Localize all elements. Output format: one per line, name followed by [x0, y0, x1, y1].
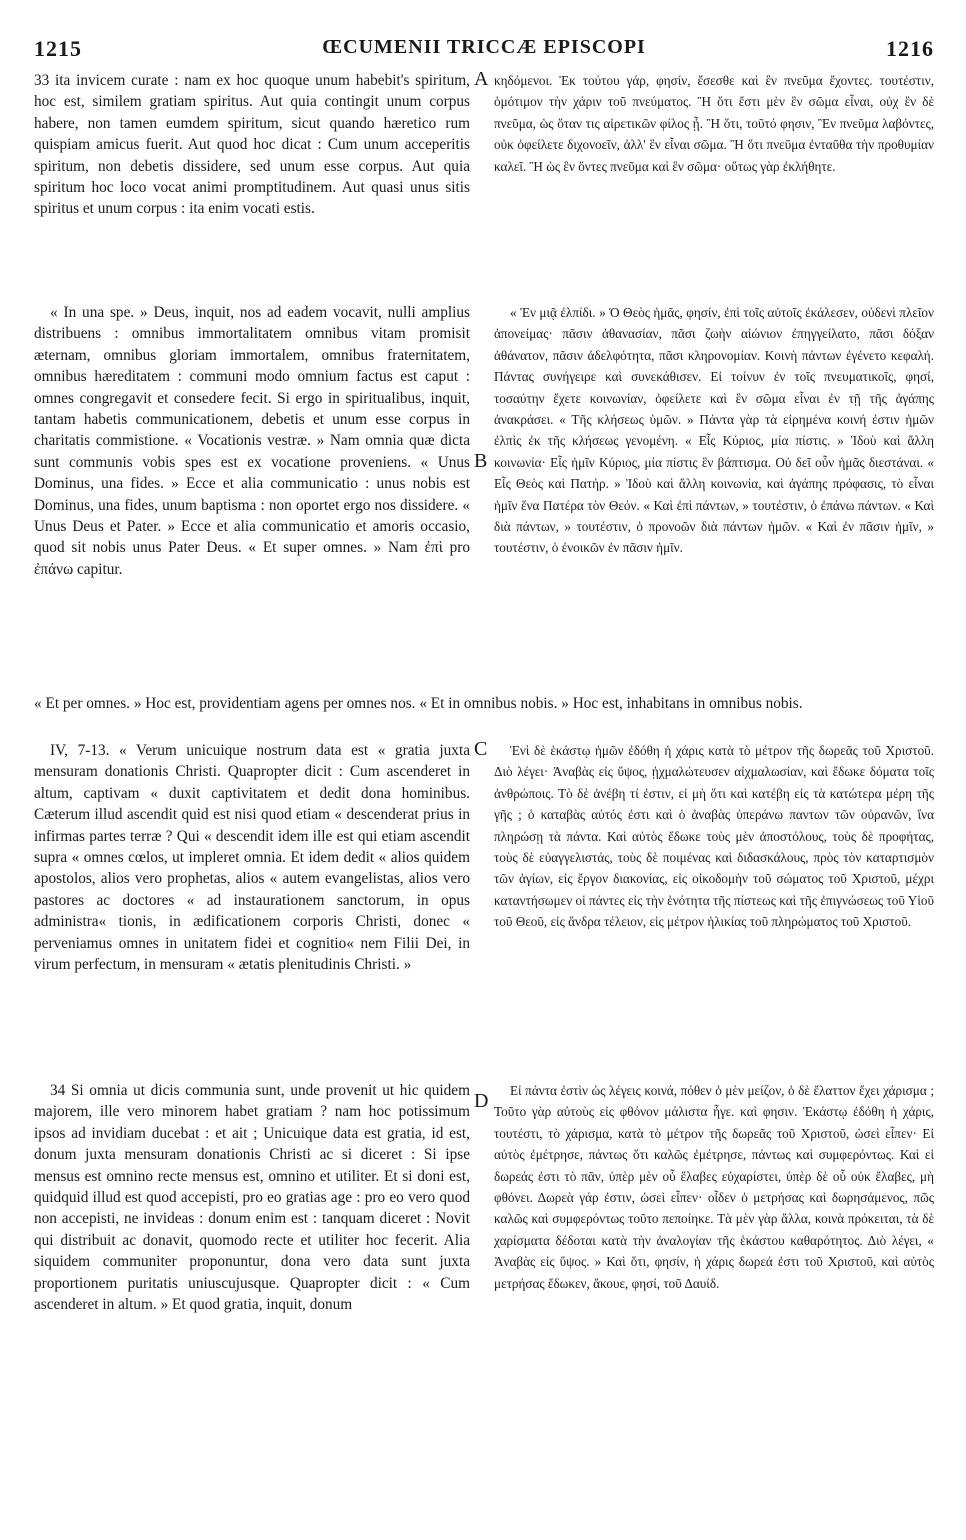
margin-marker-a: A: [474, 68, 489, 90]
greek-paragraph: κηδόμενοι. Ἐκ τούτου γάρ, φησίν, ἔσεσθε καὶ ἓν πνεῦμα ἔχοντες. τουτέστιν, ὁμότιμον τὴν χάριν τοῦ πνεύματος. Ἢ ὅτι ἔστι μὲν ἓν σῶμα εἶναι, οὐχ ἓν δὲ πνεῦμα, ὡς ὅταν τις αἱρετικῶν φίλος ᾖ. Ἢ ὅτι, τοῦτό φησιν, Ἓν πνεῦμα λαβόντες, οὐκ ὀφείλετε διχονοεῖν, ἀλλ' ἓν εἶναι σῶμα. Ἢ ὅτι πνεῦμα ἐνταῦθα τὴν προθυμίαν καλεῖ. Ἢ ὡς ἓν ὄντες πνεῦμα καὶ ἓν σῶμα· οὕτως γὰρ ἐκλήθητε.: [494, 73, 934, 174]
page-number-right: 1216: [886, 36, 934, 61]
latin-paragraph: 34 Si omnia ut dicis communia sunt, unde provenit ut hic quidem majorem, ille vero minorem habet gratiam ? nam hoc potissimum ipsos ad invidiam ducebat : et ait ; Unicuique data est gratia, id est, donum juxta mensuram donationis Christi ac si diceret : Si ipse mensus est omnino recte mensus est, omnino et utiliter. Et si doni est, quidquid illud est quod accepisti, pro eo gratias age : pro eo vero quod non accepisti, ne invideas : donum enim est : tanquam diceret : Novit qui distribuit ac donavit, quomodo recte et utiliter hoc fecerit. Alia siquidem communiter proponuntur, dona vero data sunt juxta proportionem puritatis uniuscujusque. Quapropter dicit : « Cum ascenderet in altum. » Et quod gratia, inquit, donum: [34, 1082, 470, 1314]
page-number-left: 1215: [34, 36, 82, 61]
greek-section-a: [494, 70, 934, 177]
margin-marker-d: D: [474, 1090, 489, 1112]
greek-section-b: [494, 302, 934, 559]
page-header: [34, 36, 934, 64]
latin-paragraph: « In una spe. » Deus, inquit, nos ad eadem vocavit, nulli amplius distribuens : omnibus immortalitatem omnibus vitam promisit æternam, omnibus gloriam immortalem, omnibus fraternitatem, omnibus hæreditatem : communi modo omnium factus est caput : omnes congregavit et consedere fecit. Si ergo in spiritualibus, inquit, tantam habetis communicationem, debetis et unum esse corpus in charitatis commistione. « Vocationis vestræ. » Nam omnia quæ dicta sunt communis vobis spes est ex vocatione proveniens. « Unus Dominus, una fides. » Ecce et alia communicatio : unus nobis est Dominus, una fides, unum baptisma : non oportet ergo nos dissidere. « Unus Deus et Pater. » Ecce et alia communicatio et amoris occasio, quod sit nobis unus Pater Deus. « Et super omnes. » Nam ἐπὶ pro ἐπάνω capitur.: [34, 304, 470, 578]
margin-marker-c: C: [474, 738, 488, 760]
latin-paragraph: IV, 7-13. « Verum unicuique nostrum data est « gratia juxta mensuram donationis Christi. Quapropter dicit : Cum ascenderet in altum, captivam « duxit captivitatem et dedit dona hominibus. Cæterum illud ascendit quid est nisi quod etiam « descenderat prius in infirmas partes terræ ? Qui « descendit idem ille est qui etiam ascendit supra « omnes cœlos, ut impleret omnia. Et idem dedit « alios quidem apostolos, alios vero prophetas, alios « autem evangelistas, alios vero pastores ac doctores « ad instaurationem sanctorum, in opus administra« tionis, in ædificationem corporis Christi, donec « perveniamus omnes in unitatem fidei et cognitio« nem Filii Dei, in virum perfectum, in mensuram « ætatis plenitudinis Christi. »: [34, 742, 470, 974]
greek-paragraph: Εἰ πάντα ἐστὶν ὡς λέγεις κοινά, πόθεν ὁ μὲν μείζον, ὁ δὲ ἔλαττον ἔχει χάρισμα ; Τοῦτο γὰρ αὐτοὺς εἰς φθόνον μάλιστα ἦγε. καὶ φησιν. Ἑκάστῳ ἐδόθη ἡ χάρις, τουτέστι, τὸ χάρισμα, κατὰ τὸ μέτρον τῆς δωρεᾶς τοῦ Χριστοῦ, ὡσεὶ εἶπεν· Εἰ αὐτὸς ἐμέτρησε, πάντως ὅτι καλῶς ἐμέτρησε, πάντως καὶ συμφερόντως. Καὶ εἰ δωρεάς ἐστι τὸ πᾶν, ὑπὲρ μὲν οὗ ἔλαβες εὐχαρίστει, ὑπὲρ δὲ οὗ οὐκ ἔλαβες, μὴ φθόνει. Δωρεὰ γάρ ἐστιν, ὡσεὶ εἶπεν· οἶδεν ὁ μετρήσας καὶ δωρησάμενος, πῶς καλῶς καὶ συμφερόντως τοῦτο πεποίηκε. Τὰ μὲν γὰρ ἄλλα, κοινὰ πρόκειται, τὰ δὲ χαρίσματα δέδοται κατὰ τὴν ἀναλογίαν τῆς ἑκάστου καθαρότητος. Διὸ λέγει, « Ἀναβὰς εἰς ὕψος. » Καὶ ὅτι, φησίν, ἡ χάρις δωρεά ἐστι τοῦ Χριστοῦ, καὶ αὐτὸς μετρήσας ἔδωκεν, ἄκουε, φησί, τοῦ Δαυίδ.: [494, 1083, 934, 1291]
latin-paragraph: 33 ita invicem curate : nam ex hoc quoque unum habebit's spiritum, hoc est, similem gratiam spiritus. Aut quia contingit unum corpus habere, non tamen eumdem spiritum, sicut quando hæretico rum quispiam amicus fuerit. Aut quod hoc dicat : Cum unum acceperitis spiritum, non debetis dissidere, sed unum esse corpus. Aut quia spiritum hoc loco vocat animi promptitudinem. Aut quasi unus sitis spiritus et unum corpus : ita enim vocati estis.: [34, 72, 470, 218]
greek-section-d: [494, 1080, 934, 1294]
greek-section-c: [494, 740, 934, 933]
latin-section-a: [34, 70, 470, 220]
full-width-paragraph: « Et per omnes. » Hoc est, providentiam agens per omnes nos. « Et in omnibus nobis. » Hoc est, inhabitans in omnibus nobis.: [34, 695, 803, 712]
greek-paragraph: « Ἐν μιᾷ ἐλπίδι. » Ὁ Θεὸς ἡμᾶς, φησίν, ἐπὶ τοῖς αὐτοῖς ἐκάλεσεν, οὐδενὶ πλεῖον ἀπονείμας· πᾶσιν ἀθανασίαν, πᾶσι ζωὴν αἰώνιον ἐπηγγείλατο, πᾶσι δόξαν ἀθάνατον, πᾶσιν ἀδελφότητα, πᾶσι κληρονομίαν. Κοινὴ πάντων ἐγένετο κεφαλή. Πάντας συνήγειρε καὶ συνεκάθισεν. Εἰ τοίνυν ἐν τοῖς πνευματικοῖς, φησί, τοσαύτην ἔχετε κοινωνίαν, ὀφείλετε καὶ ἓν σῶμα εἶναι ἐν τῇ τῆς ἀγάπης ἀνακράσει. « Τῆς κλήσεως ὑμῶν. » Πάντα γὰρ τὰ εἰρημένα κοινή ἐστιν ἡμῶν ἐλπὶς ἐκ τῆς κλήσεως γενομένη. « Εἷς Κύριος, μία πίστις. » Ἰδοὺ καὶ ἄλλη κοινωνία· Εἷς ἡμῖν Κύριος, μία πίστις ἓν βάπτισμα. Οὐ δεῖ οὖν ἡμᾶς διεστάναι. « Εἷς Θεὸς καὶ Πατήρ. » Ἰδοὺ καὶ ἄλλη κοινωνία, καὶ ἀγάπης πρόφασις, τὸ εἶναι ἡμῖν ἕνα Πατέρα τὸν Θεόν. « Καὶ ἐπὶ πάντων, » τουτέστιν, ὁ ἐπάνω πάντων. « Καὶ διὰ πάντων, » τουτέστιν, ὁ προνοῶν διὰ πάντων ἡμῶν. « Καὶ ἐν πᾶσιν ἡμῖν, » τουτέστιν, ὁ ἐνοικῶν ἐν πᾶσιν ἡμῖν.: [494, 305, 934, 556]
greek-paragraph: Ἑνὶ δὲ ἑκάστῳ ἡμῶν ἐδόθη ἡ χάρις κατὰ τὸ μέτρον τῆς δωρεᾶς τοῦ Χριστοῦ. Διὸ λέγει· Ἀναβὰς εἰς ὕψος, ᾐχμαλώτευσεν αἰχμαλωσίαν, καὶ ἔδωκε δόματα τοῖς ἀνθρώποις. Τὸ δὲ ἀνέβη τί ἐστιν, εἰ μὴ ὅτι καὶ κατέβη εἰς τὰ κατώτερα μέρη τῆς γῆς ; ὁ καταβὰς αὐτός ἐστι καὶ ὁ ἀναβὰς ὑπεράνω παντων τῶν οὐρανῶν, ἵνα πληρώσῃ τὰ πάντα. Καὶ αὐτὸς ἔδωκε τοὺς μὲν ἀποστόλους, τοὺς δὲ προφήτας, τοὺς δὲ εὐαγγελιστάς, τοὺς δὲ ποιμένας καὶ διδασκάλους, πρὸς τὸν καταρτισμὸν τῶν ἁγίων, εἰς ἔργον διακονίας, εἰς οἰκοδομὴν τοῦ σώματος τοῦ Χριστοῦ, μέχρι καταντήσωμεν οἱ πάντες εἰς τὴν ἑνότητα τῆς πίστεως καὶ τῆς ἐπιγνώσεως τοῦ Υἱοῦ τοῦ Θεοῦ, εἰς ἄνδρα τέλειον, εἰς μέτρον ἡλικίας τοῦ πληρώματος τοῦ Χριστοῦ.: [494, 743, 934, 930]
latin-section-b: [34, 302, 470, 580]
full-width-text: [34, 693, 934, 714]
running-title: ŒCUMENII TRICCÆ EPISCOPI: [322, 36, 646, 58]
latin-section-d: [34, 1080, 470, 1315]
latin-section-c: [34, 740, 470, 975]
margin-marker-b: B: [474, 450, 488, 472]
